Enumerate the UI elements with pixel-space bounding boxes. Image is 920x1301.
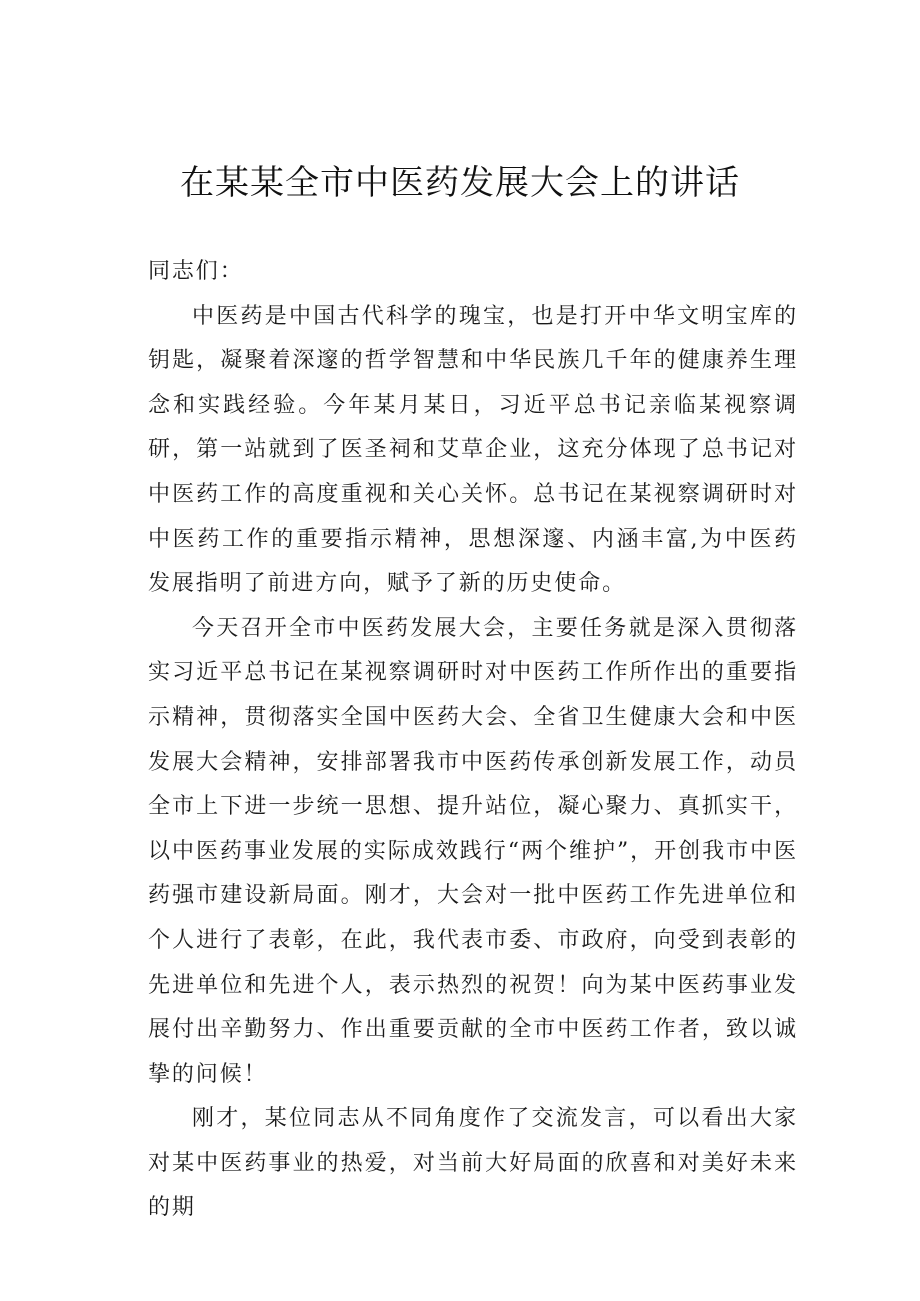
salutation: 同志们： [148,259,244,284]
paragraph-1: 中医药是中国古代科学的瑰宝，也是打开中华文明宝库的钥匙，凝聚着深邃的哲学智慧和中华民族几千年的健康养生理念和实践经验。今年某月某日，习近平总书记亲临某视察调研，第一站就到了医圣祠和艾草企业，这充分体现了总书记对中医药工作的高度重视和关心关怀。总书记在某视察调研时对中医药工作的重要指示精神，思想深邃、内涵丰富,为中医药发展指明了前进方向，赋予了新的历史使命。 [148,303,798,597]
document-title: 在某某全市中医药发展大会上的讲话 [180,163,740,203]
paragraph-2: 今天召开全市中医药发展大会，主要任务就是深入贯彻落实习近平总书记在某视察调研时对中医药工作所作出的重要指示精神，贯彻落实全国中医药大会、全省卫生健康大会和中医发展大会精神，安排部署我市中医药传承创新发展工作，动员全市上下进一步统一思想、提升站位，凝心聚力、真抓实干，以中医药事业发展的实际成效践行“两个维护”，开创我市中医药强市建设新局面。刚才，大会对一批中医药工作先进单位和个人进行了表彰，在此，我代表市委、市政府，向受到表彰的先进单位和先进个人，表示热烈的祝贺！向为某中医药事业发展付出辛勤努力、作出重要贡献的全市中医药工作者，致以诚挚的问候！ [148,615,798,1087]
paragraph-3: 刚才，某位同志从不同角度作了交流发言，可以看出大家对某中医药事业的热爱，对当前大好局面的欣喜和对美好未来的期 [148,1106,798,1221]
document-body [148,250,798,1231]
